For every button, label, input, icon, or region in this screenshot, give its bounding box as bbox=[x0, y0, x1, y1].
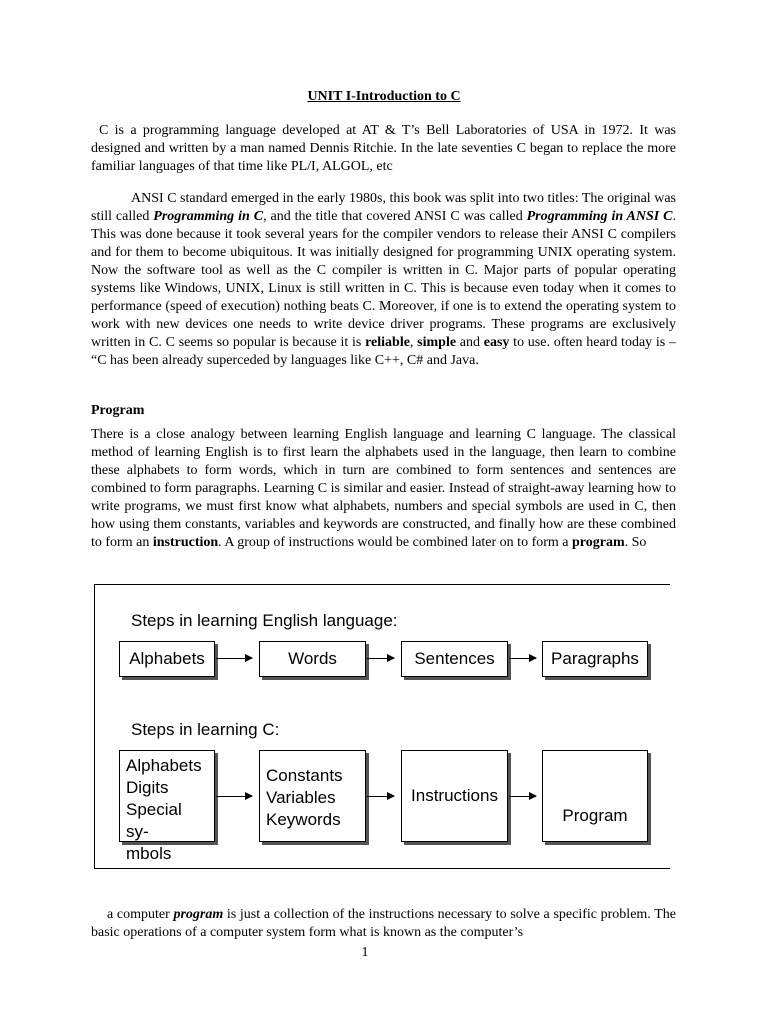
c-step-alphabets-digits-symbols: Alphabets Digits Special sy- mbols bbox=[119, 750, 215, 842]
keyword-program: program bbox=[572, 535, 625, 550]
english-step-paragraphs: Paragraphs bbox=[542, 641, 648, 677]
arrow-right-icon bbox=[509, 796, 536, 797]
arrow-right-icon bbox=[216, 796, 252, 797]
english-step-sentences: Sentences bbox=[401, 641, 508, 677]
ansi-c-paragraph: ANSI C standard emerged in the early 1980s, this book was split into two titles: The original was still called Programming in C, and the title that covered ANSI C was called Programming in ANSI C. This was done because it took several years for the compiler vendors to release their ANSI C compilers and for them to become ubiquitous. It was initially designed for programming UNIX operating system. Now the software tool as well as the C compiler is written in C. Major parts of popular operating systems like Windows, UNIX, Linux is still written in C. This is because even today when it comes to performance (speed of execution) nothing beats C. Moreover, if one is to extend the operating system to work with new devices one needs to write device driver programs. These programs are exclusively written in C. C seems so popular is because it is reliable, simple and easy to use. often heard today is – “C has been already superceded by languages like C++, C# and Java. bbox=[91, 191, 676, 368]
program-paragraph: There is a close analogy between learning English language and learning C language. The classical method of learning English is to first learn the alphabets used in the language, then learn to combine these alphabets to form words, which in turn are combined to form sentences and sentences are combined to form paragraphs. Learning C is similar and easier. Instead of straight-away learning how to write programs, we must first know what alphabets, numbers and special symbols are used in C, then how using them constants, variables and keywords are constructed, and finally how are these combined to form an instruction. A group of instructions would be combined later on to form a program. So bbox=[91, 427, 676, 550]
english-steps-caption: Steps in learning English language: bbox=[131, 611, 398, 630]
keyword-easy: easy bbox=[483, 335, 510, 350]
computer-program-paragraph: a computer program is just a collection of the instructions necessary to solve a specific problem. The basic operations of a computer system form what is known as the computer’s bbox=[91, 907, 676, 940]
arrow-right-icon bbox=[509, 658, 536, 659]
c-step-instructions: Instructions bbox=[401, 750, 508, 842]
book-title-programming-in-ansi-c: Programming in ANSI C bbox=[526, 209, 673, 224]
section-heading-program: Program bbox=[91, 403, 145, 418]
c-step-constants-variables-keywords: Constants Variables Keywords bbox=[259, 750, 366, 842]
page-title: UNIT I-Introduction to C bbox=[307, 89, 461, 104]
keyword-reliable: reliable bbox=[365, 335, 410, 350]
learning-steps-diagram bbox=[94, 584, 670, 869]
keyword-instruction: instruction bbox=[152, 535, 219, 550]
keyword-simple: simple bbox=[417, 335, 457, 350]
english-step-alphabets: Alphabets bbox=[119, 641, 215, 677]
english-step-words: Words bbox=[259, 641, 366, 677]
intro-paragraph: C is a programming language developed at AT & T’s Bell Laboratories of USA in 1972. It was designed and written by a man named Dennis Ritchie. In the late seventies C began to replace the more familiar languages of that time like PL/I, ALGOL, etc bbox=[91, 123, 676, 174]
c-step-program: Program bbox=[542, 750, 648, 842]
c-steps-caption: Steps in learning C: bbox=[131, 720, 280, 739]
arrow-right-icon bbox=[367, 796, 394, 797]
book-title-programming-in-c: Programming in C bbox=[153, 209, 264, 224]
page-number: 1 bbox=[361, 945, 369, 960]
arrow-right-icon bbox=[367, 658, 394, 659]
arrow-right-icon bbox=[216, 658, 252, 659]
keyword-program-italic: program bbox=[173, 907, 224, 922]
